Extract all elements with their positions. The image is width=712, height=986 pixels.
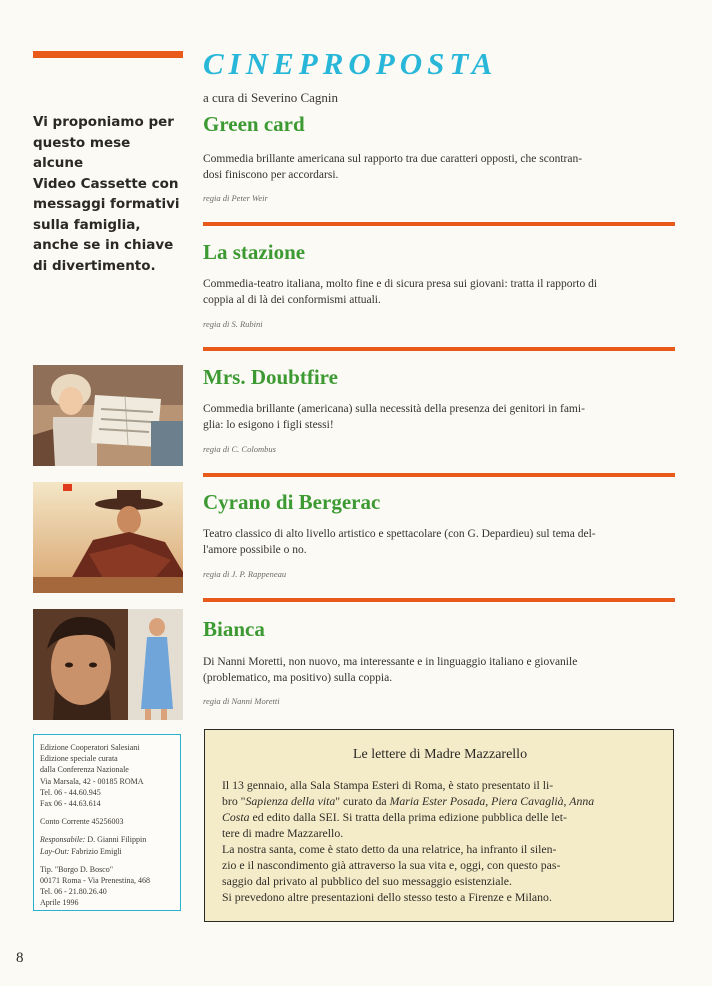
film-description-line: glia: lo esigono i figli stessi! xyxy=(203,419,334,431)
letters-line xyxy=(222,793,658,809)
film-title-cyrano-di-bergerac: Cyrano di Bergerac xyxy=(203,490,381,514)
letters-line: La nostra santa, come è stato detto da una relatrice, ha infranto il silen- xyxy=(222,842,557,856)
colophon-line: Fax 06 - 44.63.614 xyxy=(40,799,101,809)
colophon-line: Tel. 06 - 21.80.26.40 xyxy=(40,887,107,897)
section-brand-title: CINEPROPOSTA xyxy=(203,46,498,81)
section-divider xyxy=(203,473,675,477)
film-still-image xyxy=(33,482,183,593)
page-number: 8 xyxy=(16,950,24,966)
intro-line: Vi proponiamo per xyxy=(33,114,174,130)
section-divider xyxy=(203,222,675,226)
book-title: Sapienza della vita xyxy=(245,794,336,808)
colophon-line: Edizione speciale curata xyxy=(40,754,118,764)
film-description xyxy=(203,151,673,183)
film-still-image xyxy=(33,609,183,720)
film-description-line: Commedia brillante (americana) sulla necessità della presenza dei genitori in fami- xyxy=(203,403,585,415)
intro-text xyxy=(33,112,183,276)
film-description-line: l'amore possibile o no. xyxy=(203,544,307,556)
film-description xyxy=(203,654,673,686)
letters-text: ed edito dalla SEI. Si tratta della prima edizione pubblica delle let- xyxy=(249,810,567,824)
section-divider xyxy=(203,347,675,351)
letters-line: tere di madre Mazzarello. xyxy=(222,826,344,840)
film-director: regia di Nanni Moretti xyxy=(203,696,280,706)
film-description xyxy=(203,526,673,558)
colophon-layout xyxy=(40,846,174,857)
book-editors: Costa xyxy=(222,810,250,824)
colophon-line: Aprile 1996 xyxy=(40,898,79,908)
letters-box xyxy=(204,729,674,922)
intro-line: sulla famiglia, xyxy=(33,216,141,233)
film-director: regia di J. P. Rappeneau xyxy=(203,569,287,579)
letters-box-title: Le lettere di Madre Mazzarello xyxy=(352,747,528,762)
letters-line: Si prevedono altre presentazioni dello stesso testo a Firenze e Milano. xyxy=(222,890,552,904)
colophon-ccp: Conto Corrente 45256003 xyxy=(40,817,124,827)
intro-line: anche se in chiave xyxy=(33,237,174,253)
colophon-responsabile xyxy=(40,834,174,845)
letters-line: saggio dal privato al pubblico del suo messaggio esistenziale. xyxy=(222,874,512,888)
film-description-line: (problematico, ma positivo) sulla coppia. xyxy=(203,672,393,684)
film-description-line: Commedia brillante americana sul rapporto tra due caratteri opposti, che scontran- xyxy=(203,153,583,165)
colophon-line: 00171 Roma - Via Prenestina, 468 xyxy=(40,876,151,886)
film-title-mrs-doubtfire: Mrs. Doubtfire xyxy=(203,365,338,389)
film-still-mrs-doubtfire xyxy=(33,365,183,466)
letters-text: bro " xyxy=(222,794,246,808)
film-description xyxy=(203,401,673,433)
colophon-label: Lay-Out: xyxy=(40,846,70,856)
colophon-line: Via Marsala, 42 - 00185 ROMA xyxy=(40,776,144,786)
film-title-green-card: Green card xyxy=(203,112,305,136)
colophon-box xyxy=(33,734,181,911)
colophon-value: D. Gianni Filippin xyxy=(87,835,147,845)
letters-line: zio e il nascondimento già attraverso la sua vita e, oggi, con questo pas- xyxy=(222,858,561,872)
film-description-line: dosi finiscono per accordarsi. xyxy=(203,169,339,181)
intro-line: questo mese alcune xyxy=(33,134,131,171)
film-title-la-stazione: La stazione xyxy=(203,240,306,264)
curator-credit: a cura di Severino Cagnin xyxy=(203,90,339,105)
film-description-line: Teatro classico di alto livello artistico e spettacolare (con G. Depardieu) sul tema del- xyxy=(203,528,596,540)
film-description-line: Di Nanni Moretti, non nuovo, ma interessante e in linguaggio italiano e giovanile xyxy=(203,656,578,668)
colophon-value: Fabrizio Emigli xyxy=(71,846,122,856)
film-director: regia di C. Colombus xyxy=(203,444,276,454)
film-still-cyrano xyxy=(33,482,183,593)
film-still-image xyxy=(33,365,183,466)
intro-line: messaggi formativi xyxy=(33,196,180,212)
colophon-line: Tel. 06 - 44.60.945 xyxy=(40,787,101,797)
film-description-line: Commedia-teatro italiana, molto fine e di sicura presa sui giovani: tratta il rapporto di xyxy=(203,278,598,290)
colophon-line: Tip. "Borgo D. Bosco" xyxy=(40,864,113,874)
film-director: regia di S. Rubini xyxy=(203,319,263,329)
colophon-label: Responsabile: xyxy=(40,835,86,845)
letters-line xyxy=(222,809,658,825)
book-editors: Maria Ester Posada, Piera Cavaglià, Anna xyxy=(389,794,595,808)
intro-line: di divertimento. xyxy=(33,257,156,274)
film-title-bianca: Bianca xyxy=(203,617,265,641)
film-director: regia di Peter Weir xyxy=(203,193,268,203)
letters-line: Il 13 gennaio, alla Sala Stampa Esteri di Roma, è stato presentato il li- xyxy=(222,778,554,792)
colophon-line: Edizione Cooperatori Salesiani xyxy=(40,743,140,752)
left-accent-bar xyxy=(33,51,183,58)
intro-line: Video Cassette con xyxy=(33,175,179,192)
colophon-line: dalla Conferenza Nazionale xyxy=(40,765,129,775)
film-description xyxy=(203,276,673,308)
film-description-line: coppia al di là dei conformismi attuali. xyxy=(203,294,381,306)
section-divider xyxy=(203,598,675,602)
letters-text: " curato da xyxy=(335,794,390,808)
film-still-bianca xyxy=(33,609,183,720)
